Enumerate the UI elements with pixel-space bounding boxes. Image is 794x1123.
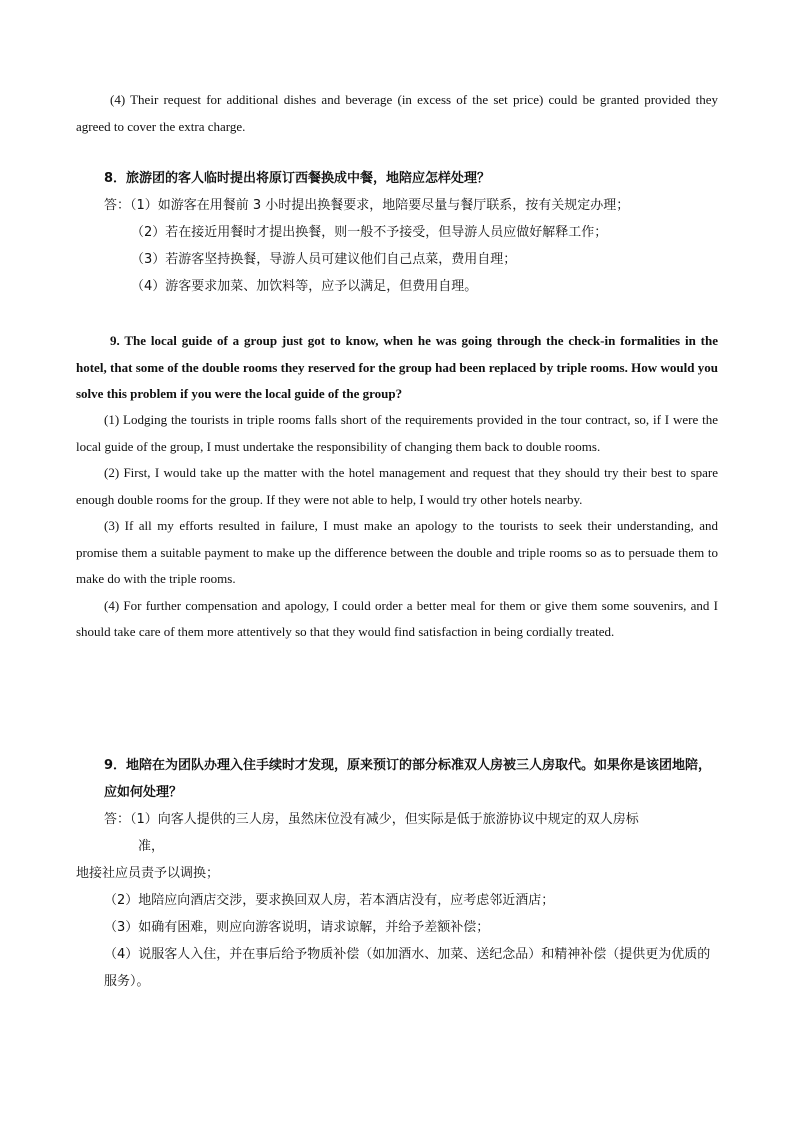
s9-zh-block [76, 752, 718, 995]
s8-question: 8．旅游团的客人临时提出将原订西餐换成中餐，地陪应怎样处理？ [104, 171, 491, 186]
s7-answer-block [76, 87, 718, 140]
s9-zh-answer-4: （4）说服客人入住，并在事后给予物质补偿（如加酒水、加菜、送纪念品）和精神补偿（提供更为优质的服务）。 [104, 947, 711, 989]
s9-en-answers [76, 407, 718, 646]
s9-zh-question: 9．地陪在为团队办理入住手续时才发现，原来预订的部分标准双人房被三人房取代。如果你是该团地陪，应如何处理？ [104, 758, 712, 800]
s8-block [76, 165, 718, 300]
s9-en-question-block [76, 328, 718, 408]
s8-answer-3: （3）若游客坚持换餐，导游人员可建议他们自己点菜，费用自理； [131, 252, 517, 267]
s9-en-question: 9. The local guide of a group just got to know, when he was going through the check-in formalities in the hotel, that some of the double rooms they reserved for the group had been replaced by triple rooms. How would you solve this problem if you were the local guide of the group? [76, 333, 718, 401]
s8-answer-1: 答：（1）如游客在用餐前 3 小时提出换餐要求，地陪要尽量与餐厅联系，按有关规定办理； [104, 198, 630, 213]
s9-zh-answer-1-line1: 答：（1）向客人提供的三人房，虽然床位没有减少，但实际是低于旅游协议中规定的双人房标 [104, 812, 639, 827]
s9-zh-answer-2: （2）地陪应向酒店交涉，要求换回双人房，若本酒店没有，应考虑邻近酒店； [104, 893, 555, 908]
s8-answer-2: （2）若在接近用餐时才提出换餐，则一般不予接受，但导游人员应做好解释工作； [131, 225, 608, 240]
s9-zh-answer-1-line2: 准， [138, 839, 165, 854]
s9-zh-answer-1-line3: 地接社应员责予以调换； [76, 866, 220, 881]
s9-en-answer-4: (4) For further compensation and apology, I could order a better meal for them or give them some souvenirs, and I should take care of them more attentively so that they would find satisfaction in being cordially treated. [76, 597, 718, 639]
s9-en-answer-3: (3) If all my efforts resulted in failure, I must make an apology to the tourists to seek their understanding, and promise them a suitable payment to make up the difference between the double and triple rooms so as to persuade them to make do with the triple rooms. [76, 518, 718, 586]
s9-en-answer-2: (2) First, I would take up the matter with the hotel management and request that they should try their best to spare enough double rooms for the group. If they were not able to help, I would try other hotels nearby. [76, 465, 718, 507]
s9-en-answer-1: (1) Lodging the tourists in triple rooms falls short of the requirements provided in the tour contract, so, if I were the local guide of the group, I must undertake the responsibility of changing them back to double rooms. [76, 412, 718, 454]
s8-answer-4: （4）游客要求加菜、加饮料等，应予以满足，但费用自理。 [131, 279, 478, 294]
s7-answer-4: (4) Their request for additional dishes and beverage (in excess of the set price) could be granted provided they agreed to cover the extra charge. [76, 92, 718, 134]
s9-zh-answer-3: （3）如确有困难，则应向游客说明，请求谅解，并给予差额补偿； [104, 920, 490, 935]
